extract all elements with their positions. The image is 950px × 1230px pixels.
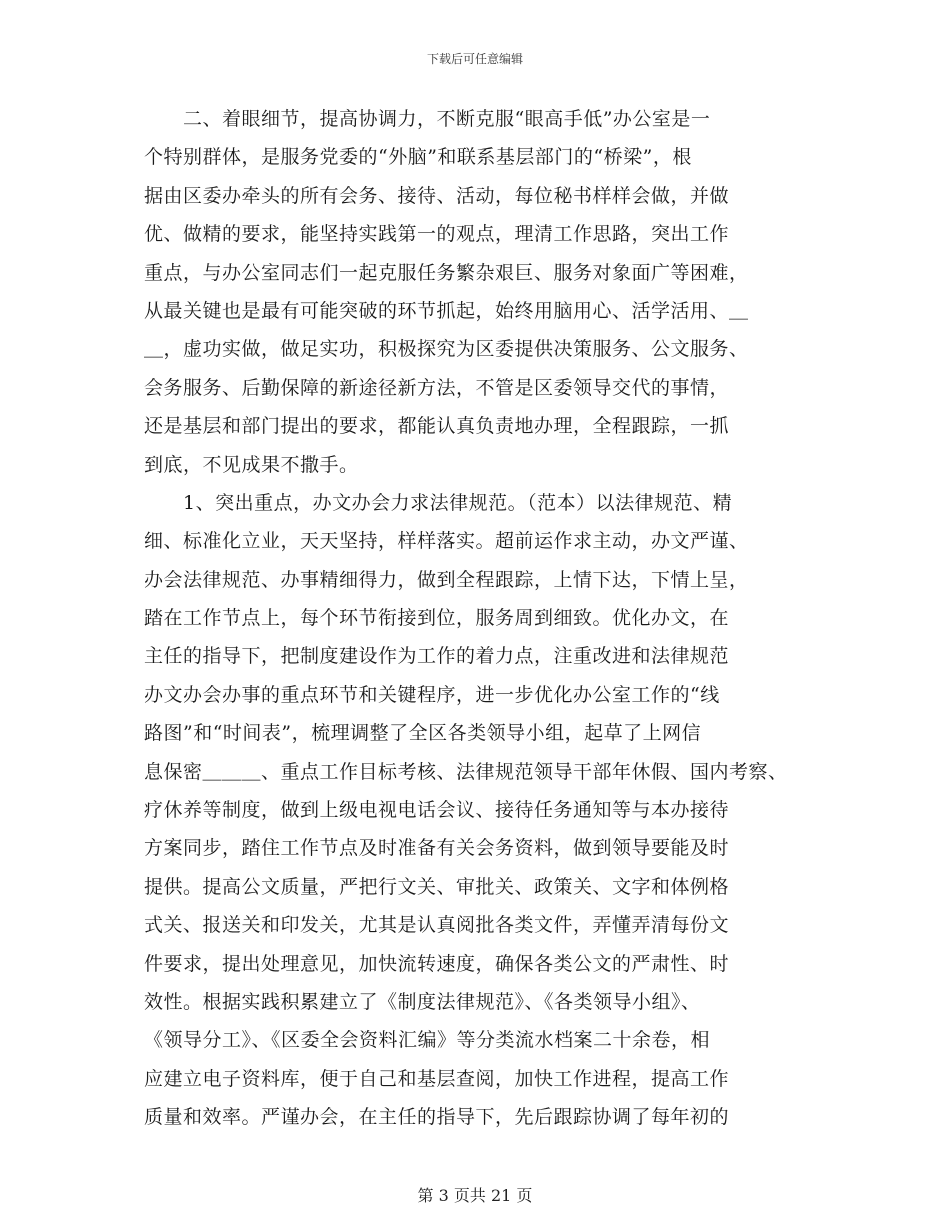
text-line: 从最关键也是最有可能突破的环节抓起，始终用脑用心、活学活用、＿ <box>144 299 749 322</box>
text-line: 会务服务、后勤保障的新途径新方法，不管是区委领导交代的事情， <box>144 376 730 399</box>
text-line: 式关、报送关和印发关，尤其是认真阅批各类文件，弄懂弄清每份文 <box>144 914 730 937</box>
text-line: 方案同步，踏住工作节点及时准备有关会务资料，做到领导要能及时 <box>144 837 730 860</box>
text-line: 效性。根据实践积累建立了《制度法律规范》、《各类领导小组》、 <box>144 990 701 1013</box>
text-line: 疗休养等制度，做到上级电视电话会议、接待任务通知等与本办接待 <box>144 799 730 822</box>
text-line: 个特别群体，是服务党委的“外脑”和联系基层部门的“桥梁”，根 <box>144 146 692 169</box>
page-number: 第 3 页共 21 页 <box>417 1186 533 1205</box>
text-line: 路图”和“时间表”，梳理调整了全区各类领导小组，起草了上网信 <box>144 722 702 745</box>
text-line: 细、标准化立业，天天坚持，样样落实。超前运作求主动，办文严谨、 <box>144 530 749 553</box>
text-line: 办会法律规范、办事精细得力，做到全程跟踪，上情下达，下情上呈， <box>144 568 749 591</box>
text-line: 质量和效率。严谨办会，在主任的指导下，先后跟踪协调了每年初的 <box>144 1106 730 1129</box>
text-line: 件要求，提出处理意见，加快流转速度，确保各类公文的严肃性、时 <box>144 952 730 975</box>
text-line: 据由区委办牵头的所有会务、接待、活动，每位秘书样样会做，并做 <box>144 184 730 207</box>
text-line: 二、着眼细节，提高协调力，不断克服“眼高手低”办公室是一 <box>144 108 711 130</box>
text-line: ＿，虚功实做，做足实功，积极探究为区委提供决策服务、公文服务、 <box>144 338 749 361</box>
text-line: 提供。提高公文质量，严把行文关、审批关、政策关、文字和体例格 <box>144 875 730 898</box>
text-line: 优、做精的要求，能坚持实践第一的观点，理清工作思路，突出工作 <box>144 223 730 246</box>
text-line: 到底，不见成果不撒手。 <box>144 453 359 476</box>
document-body <box>144 100 824 1137</box>
text-line: 《领导分工》、《区委全会资料汇编》等分类流水档案二十余卷，相 <box>144 1029 711 1052</box>
page-header: 下载后可任意编辑 <box>426 52 523 66</box>
text-line: 息保密＿＿＿、重点工作目标考核、法律规范领导干部年休假、国内考察、 <box>144 760 788 783</box>
text-line: 应建立电子资料库，便于自己和基层查阅，加快工作进程，提高工作 <box>144 1067 730 1090</box>
text-line: 重点，与办公室同志们一起克服任务繁杂艰巨、服务对象面广等困难， <box>144 261 749 284</box>
text-line: 踏在工作节点上，每个环节衔接到位，服务周到细致。优化办文，在 <box>144 607 730 630</box>
text-line: 1、突出重点，办文办会力求法律规范。（范本）以法律规范、精 <box>144 491 733 514</box>
text-line: 主任的指导下，把制度建设作为工作的着力点，注重改进和法律规范 <box>144 645 730 668</box>
text-line: 还是基层和部门提出的要求，都能认真负责地办理，全程跟踪，一抓 <box>144 415 730 438</box>
text-line: 办文办会办事的重点环节和关键程序，进一步优化办公室工作的“线 <box>144 683 720 706</box>
